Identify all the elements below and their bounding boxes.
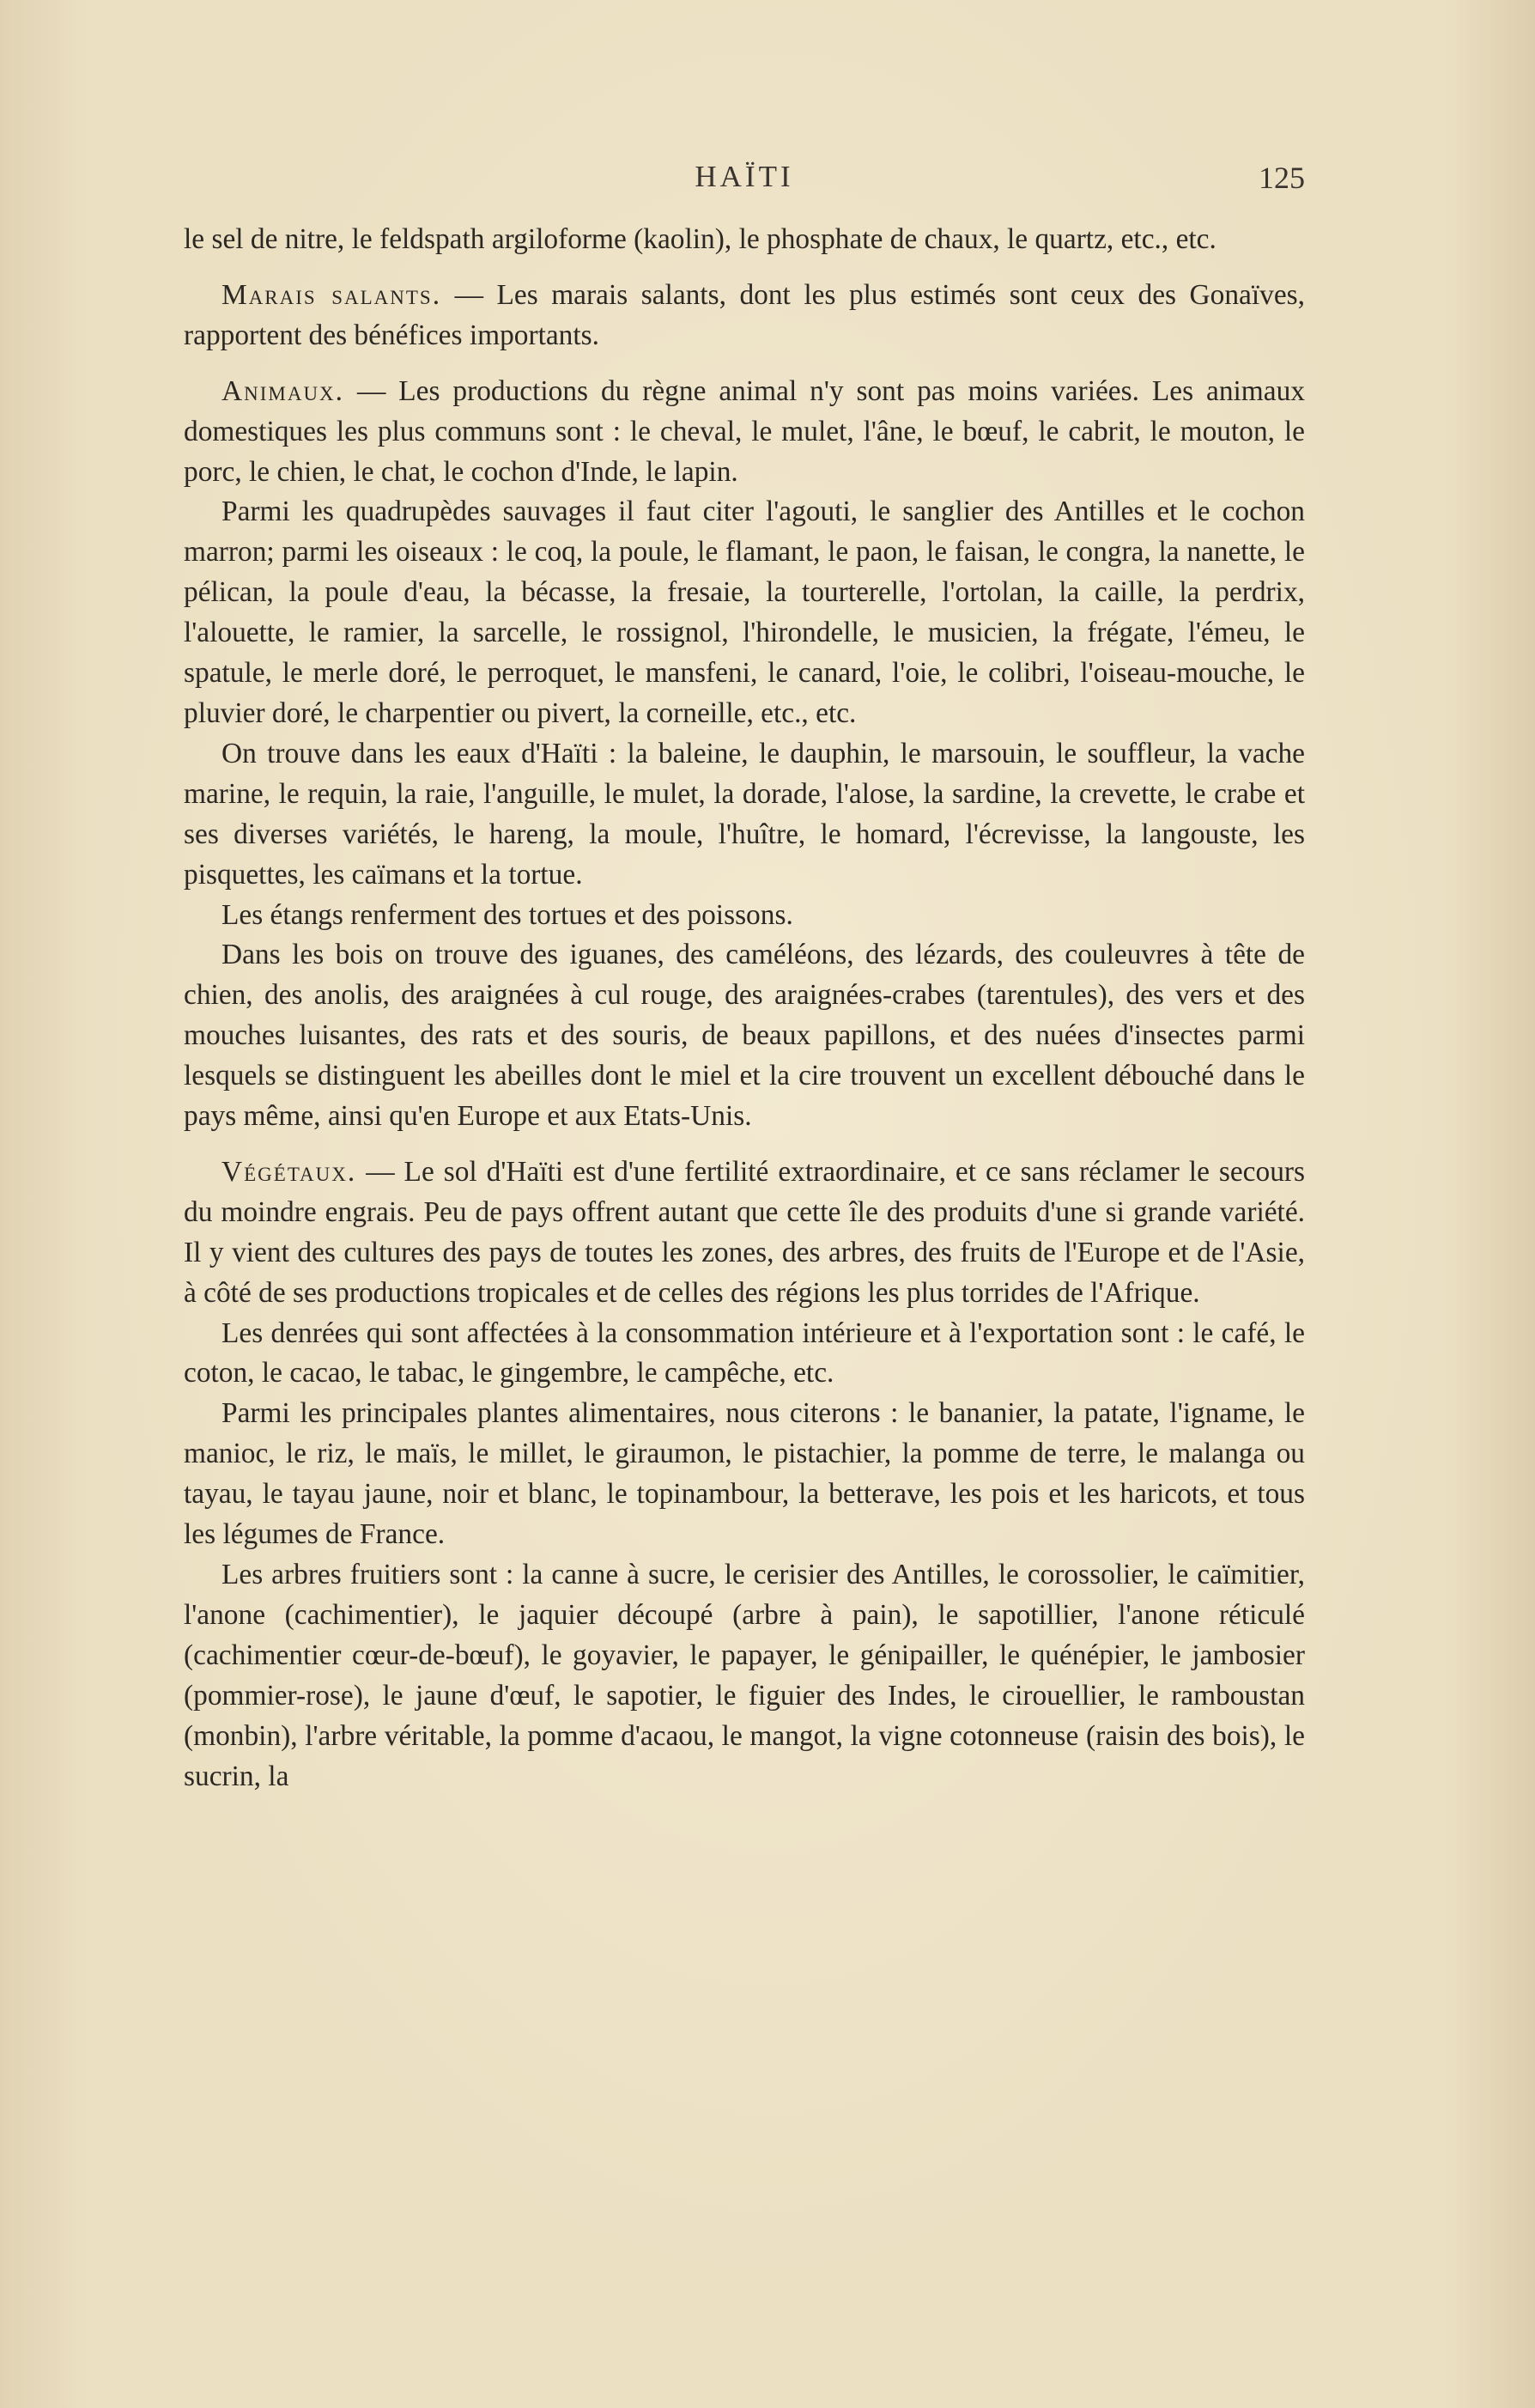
section-heading: Végétaux. <box>221 1155 357 1188</box>
paragraph <box>184 734 1305 896</box>
paragraph <box>184 896 1305 936</box>
paragraph-text: — Les marais salants, dont les plus estimés sont ceux des Gonaïves, rapportent des bénéfices importants. <box>184 278 1305 351</box>
body-text <box>184 220 1305 1797</box>
paragraph <box>184 1314 1305 1395</box>
section-heading: Animaux. <box>221 374 345 407</box>
paragraph-text: Les arbres fruitiers sont : la canne à sucre, le cerisier des Antilles, le corossolier, le caïmitier, l'anone (cachimentier), le jaquier découpé (arbre à pain), le sapotillier, l'anone réticulé (cachimentier cœur-de-bœuf), le goyavier, le papayer, le génipailler, le quénépier, le jambosier (pommier-rose), le jaune d'œuf, le sapotier, le figuier des Indes, le cirouellier, le ramboustan (monbin), l'arbre véritable, la pomme d'acaou, le mangot, la vigne cotonneuse (raisin des bois), le sucrin, la <box>184 1559 1305 1792</box>
paragraph-text: On trouve dans les eaux d'Haïti : la baleine, le dauphin, le marsouin, le souffleur, la vache marine, le requin, la raie, l'anguille, le mulet, la dorade, l'alose, la sardine, la crevette, le crabe et ses diverses variétés, le hareng, la moule, l'huître, le homard, l'écrevisse, la langouste, les pisquettes, les caïmans et la tortue. <box>184 737 1305 891</box>
paragraph <box>184 1394 1305 1555</box>
paragraph <box>184 1555 1305 1797</box>
paragraph-text: Parmi les quadrupèdes sauvages il faut citer l'agouti, le sanglier des Antilles et le cochon marron; parmi les oiseaux : le coq, la poule, le flamant, le paon, le faisan, le congra, la nanette, le pélican, la poule d'eau, la bécasse, la fresaie, la tourterelle, l'ortolan, la caille, la perdrix, l'alouette, le ramier, la sarcelle, le rossignol, l'hirondelle, le musicien, la frégate, l'émeu, le spatule, le merle doré, le perroquet, le mansfeni, le canard, l'oie, le colibri, l'oiseau-mouche, le pluvier doré, le charpentier ou pivert, la corneille, etc., etc. <box>184 496 1305 729</box>
paragraph <box>184 220 1305 260</box>
paragraph-text: le sel de nitre, le feldspath argiloforme (kaolin), le phosphate de chaux, le quartz, etc., etc. <box>184 223 1216 255</box>
paragraph <box>184 276 1305 356</box>
paragraph <box>184 935 1305 1137</box>
page-header <box>184 160 1305 203</box>
paragraph <box>184 1152 1305 1314</box>
running-title: HAÏTI <box>695 160 794 193</box>
paragraph-text: — Le sol d'Haïti est d'une fertilité extraordinaire, et ce sans réclamer le secours du moindre engrais. Peu de pays offrent autant que cette île des produits d'une si grande variété. Il y vient des cultures des pays de toutes les zones, des arbres, des fruits de l'Europe et de l'Asie, à côté de ses productions tropicales et de celles des régions les plus torrides de l'Afrique. <box>184 1155 1305 1309</box>
paragraph-text: Les denrées qui sont affectées à la consommation intérieure et à l'exportation sont : le café, le coton, le cacao, le tabac, le gingembre, le campêche, etc. <box>184 1316 1305 1389</box>
section-heading: Marais salants. <box>221 278 442 311</box>
paragraph <box>184 372 1305 493</box>
paragraph-text: Dans les bois on trouve des iguanes, des caméléons, des lézards, des couleuvres à tête de chien, des anolis, des araignées à cul rouge, des araignées-crabes (tarentules), des vers et des mouches luisantes, des rats et des souris, de beaux papillons, et des nuées d'insectes parmi lesquels se distinguent les abeilles dont le miel et la cire trouvent un excellent débouché dans le pays même, ainsi qu'en Europe et aux Etats-Unis. <box>184 939 1305 1133</box>
page-number: 125 <box>1259 161 1305 195</box>
paragraph-text: Parmi les principales plantes alimentaires, nous citerons : le bananier, la patate, l'igname, le manioc, le riz, le maïs, le millet, le giraumon, le pistachier, la pomme de terre, le malanga ou tayau, le tayau jaune, noir et blanc, le topinambour, la betterave, les pois et les haricots, et tous les légumes de France. <box>184 1397 1305 1551</box>
paragraph <box>184 492 1305 733</box>
paragraph-text: Les étangs renferment des tortues et des poissons. <box>221 898 793 931</box>
paragraph-text: — Les productions du règne animal n'y sont pas moins variées. Les animaux domestiques les plus communs sont : le cheval, le mulet, l'âne, le bœuf, le cabrit, le mouton, le porc, le chien, le chat, le cochon d'Inde, le lapin. <box>184 374 1305 488</box>
